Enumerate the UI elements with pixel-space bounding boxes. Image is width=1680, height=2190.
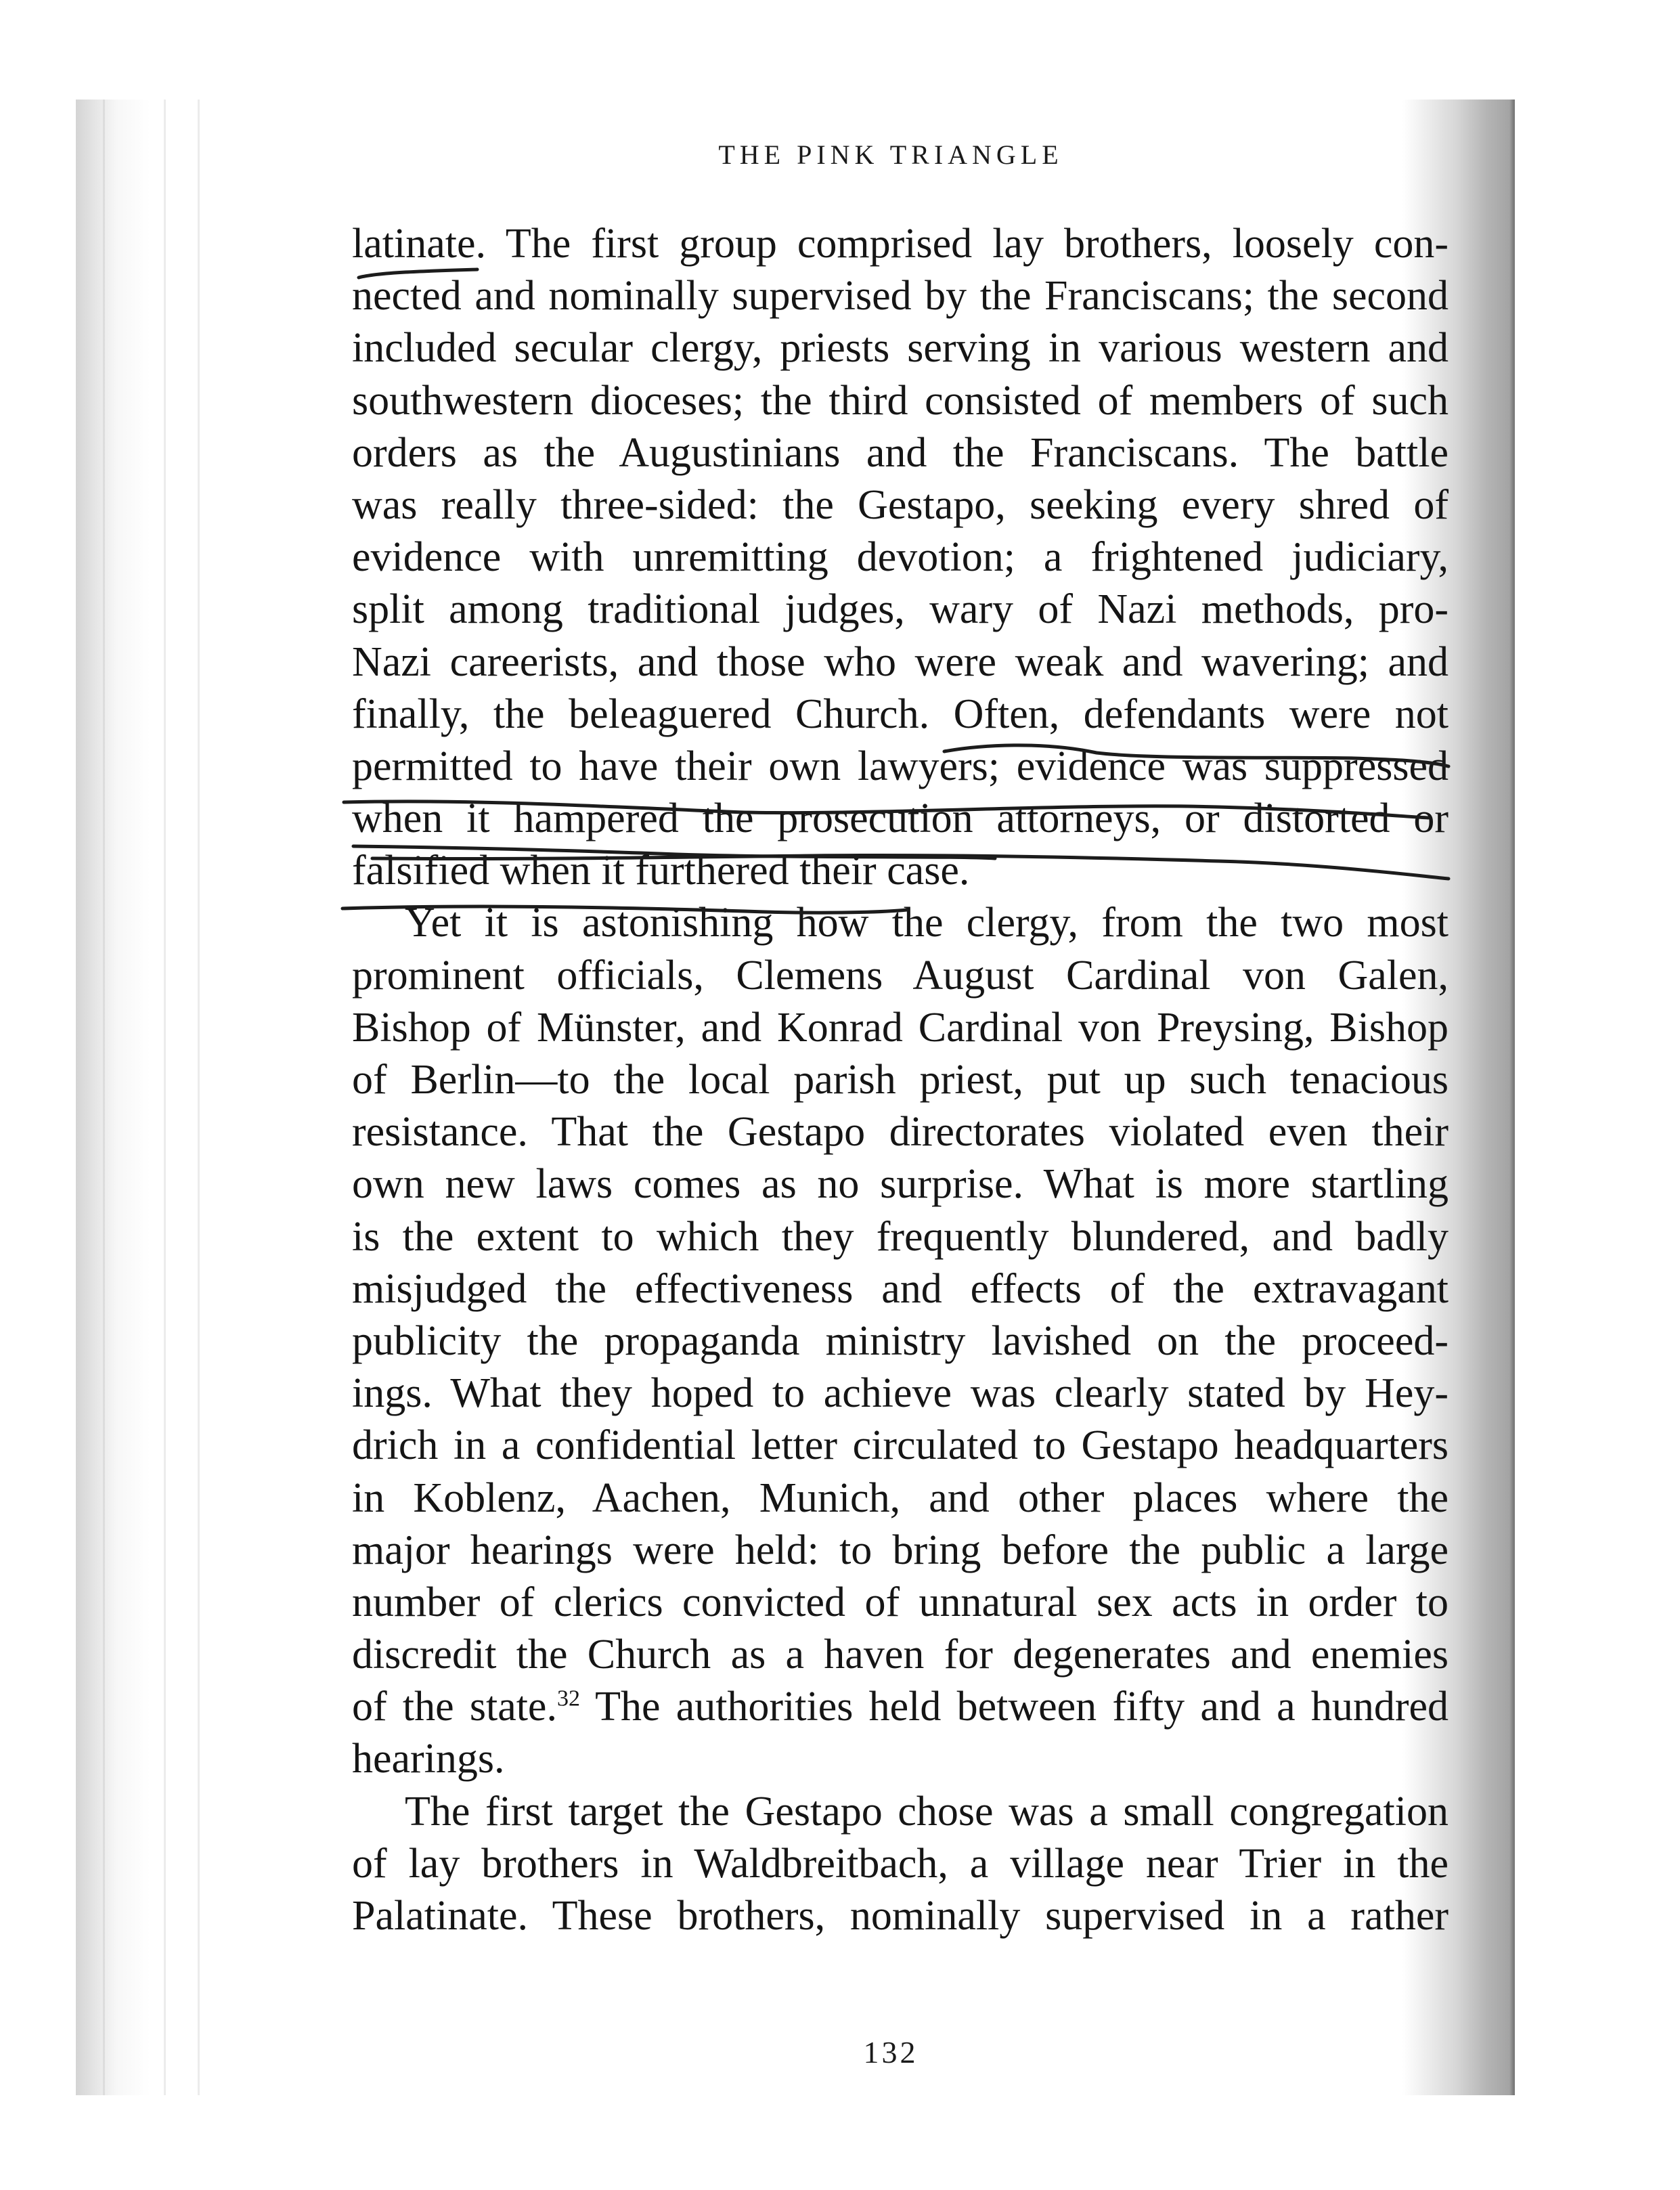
- text-line: publicity the propaganda ministry lavished on the proceed-: [352, 1317, 1449, 1364]
- text-line: of Berlin—to the local parish priest, put up such tenacious: [352, 1057, 1449, 1103]
- text-line: southwestern dioceses; the third consisted of members of such: [352, 377, 1449, 424]
- text-line: evidence with unremitting devotion; a frightened judiciary,: [352, 534, 1449, 581]
- paragraph-start-line: The first target the Gestapo chose was a small congregation: [405, 1788, 1449, 1835]
- text-line: Palatinate. These brothers, nominally supervised in a rather: [352, 1893, 1449, 1939]
- page-number: 132: [863, 2035, 919, 2069]
- text-line: nected and nominally supervised by the Franciscans; the second: [352, 273, 1449, 320]
- text-line: permitted to have their own lawyers; evidence was suppressed: [352, 743, 1449, 789]
- text-line: resistance. That the Gestapo directorates violated even their: [352, 1109, 1449, 1156]
- text-line: hearings.: [352, 1736, 505, 1782]
- paragraph-start-line: Yet it is astonishing how the clergy, from the two most: [405, 900, 1449, 946]
- text-line: Bishop of Münster, and Konrad Cardinal von Preysing, Bishop: [352, 1004, 1449, 1051]
- scan-streak: [164, 100, 166, 2095]
- text-line: when it hampered the prosecution attorneys, or distorted or: [352, 795, 1449, 842]
- running-header: THE PINK TRIANGLE: [718, 139, 1063, 170]
- text-line: misjudged the effectiveness and effects of the extravagant: [352, 1265, 1449, 1312]
- text-line: ings. What they hoped to achieve was clearly stated by Hey-: [352, 1370, 1449, 1417]
- text-line: number of clerics convicted of unnatural sex acts in order to: [352, 1579, 1449, 1625]
- text-line: falsified when it furthered their case.: [352, 848, 970, 894]
- text-line: Nazi careerists, and those who were weak and wavering; and: [352, 638, 1449, 685]
- text-line: included secular clergy, priests serving in various western and: [352, 325, 1449, 372]
- text-line: discredit the Church as a haven for degenerates and enemies: [352, 1631, 1449, 1678]
- text-line: split among traditional judges, wary of Nazi methods, pro-: [352, 586, 1449, 633]
- footnote-marker[interactable]: 32: [556, 1686, 580, 1711]
- text-line: prominent officials, Clemens August Cardinal von Galen,: [352, 952, 1449, 999]
- body-text: [352, 218, 1449, 1942]
- text-line: latinate. The first group comprised lay brothers, loosely con-: [352, 221, 1449, 267]
- text-line: own new laws comes as no surprise. What is more startling: [352, 1161, 1449, 1208]
- scan-streak: [103, 100, 105, 2095]
- text-fragment: of the state.: [352, 1684, 557, 1730]
- text-fragment: The authorities held between fifty and a hundred: [595, 1684, 1449, 1730]
- text-line-with-footnote: [352, 1681, 1449, 1733]
- text-line: drich in a confidential letter circulated to Gestapo headquarters: [352, 1422, 1449, 1469]
- text-line: finally, the beleaguered Church. Often, defendants were not: [352, 691, 1449, 737]
- text-line: orders as the Augustinians and the Franciscans. The battle: [352, 429, 1449, 476]
- text-line: major hearings were held: to bring before the public a large: [352, 1527, 1449, 1573]
- text-line: is the extent to which they frequently blundered, and badly: [352, 1213, 1449, 1260]
- text-line: of lay brothers in Waldbreitbach, a village near Trier in the: [352, 1840, 1449, 1887]
- scan-streak: [198, 100, 200, 2095]
- text-line: in Koblenz, Aachen, Munich, and other places where the: [352, 1474, 1449, 1521]
- text-line: was really three-sided: the Gestapo, seeking every shred of: [352, 481, 1449, 528]
